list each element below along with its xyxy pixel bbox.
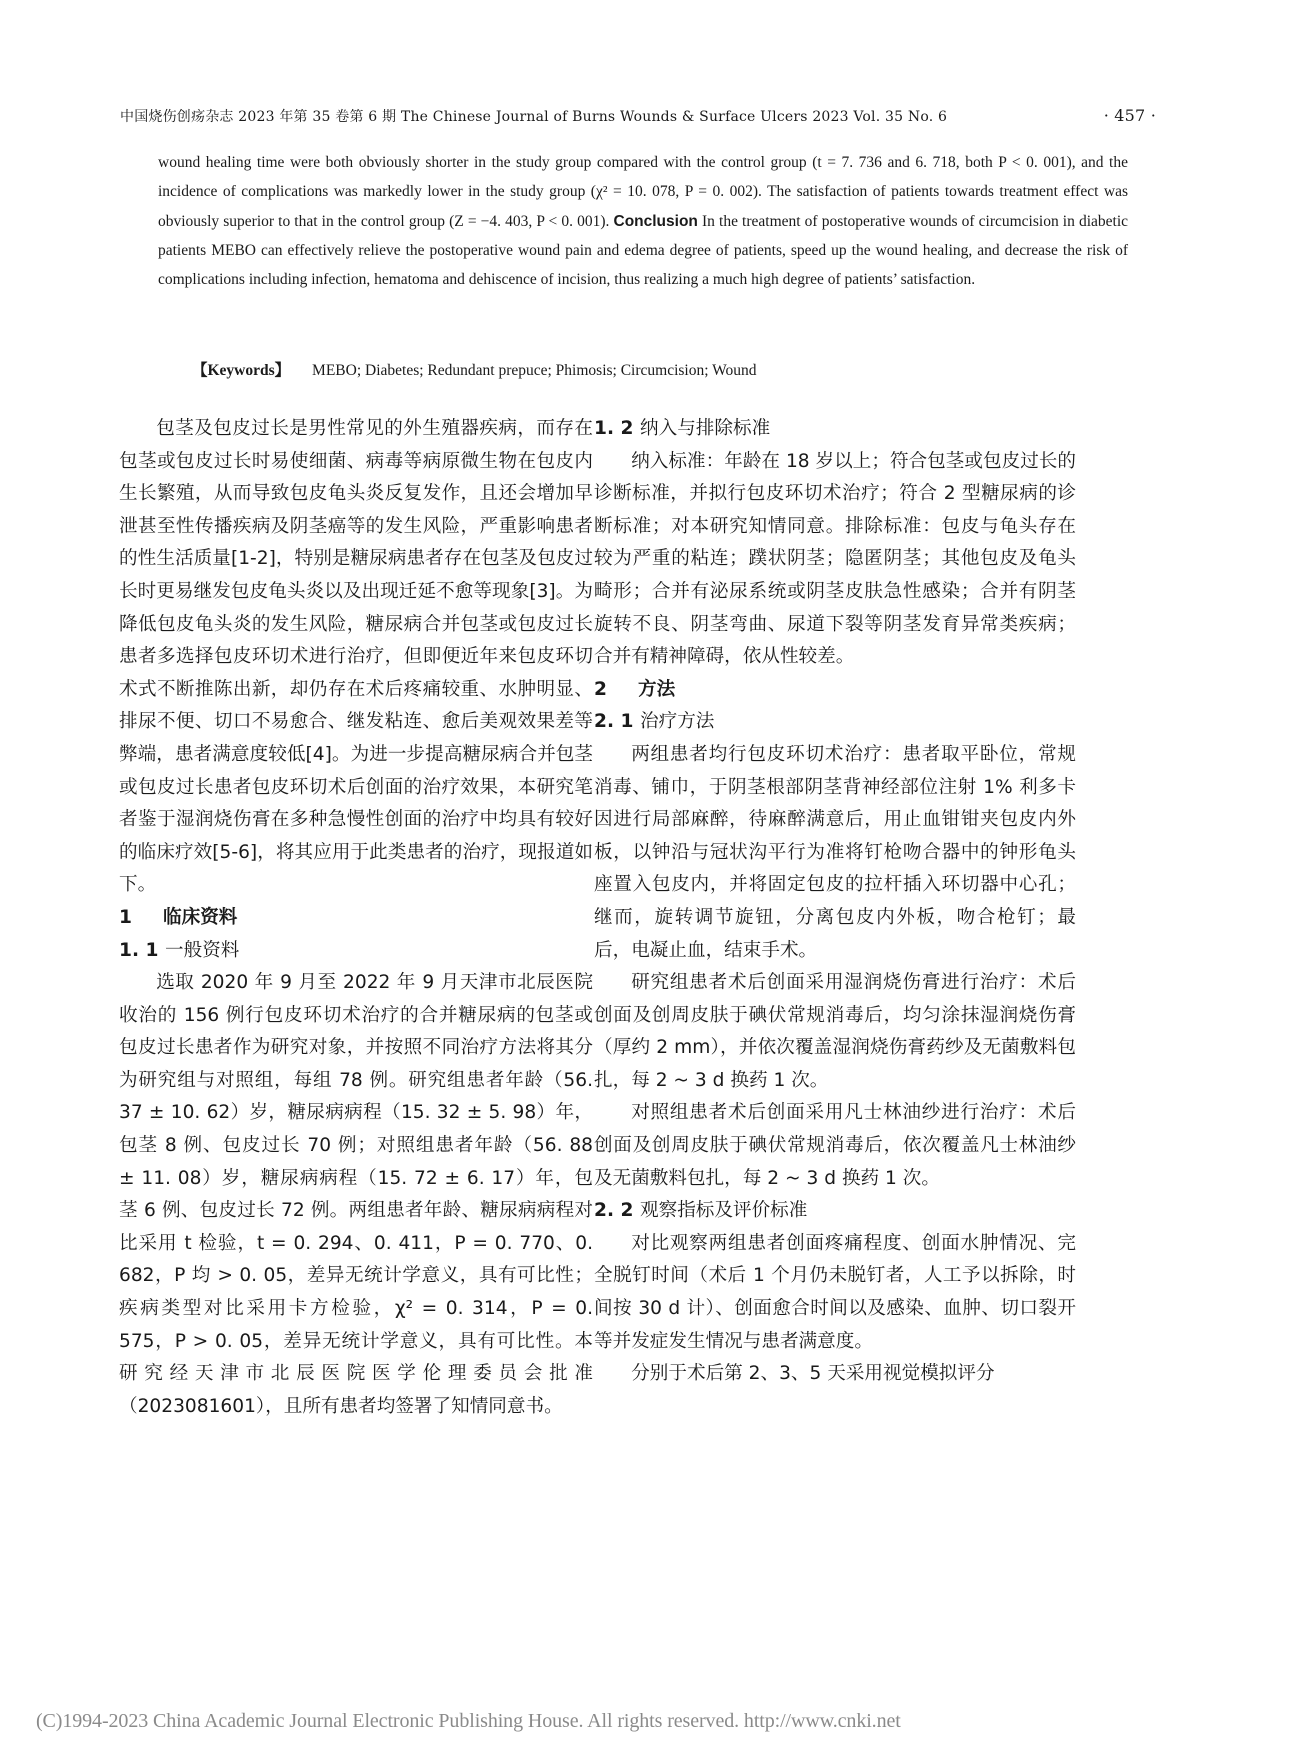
keywords-line xyxy=(192,358,1092,380)
surgery-method-paragraph: 两组患者均行包皮环切术治疗：患者取平卧位，常规消毒、铺巾，于阴茎根部阴茎背神经部位注射 1% 利多卡因进行局部麻醉，待麻醉满意后，用止血钳钳夹包皮内外板，以钟沿与冠状沟平行为准将钉枪吻合器中的钟形龟头座置入包皮内，并将固定包皮的拉杆插入环切器中心孔；继而，旋转调节旋钮，分离包皮内外板，吻合枪钉；最后，电凝止血，结束手术。 xyxy=(594,743,1076,961)
subsection-number: 2. 2 xyxy=(594,1200,634,1222)
keywords-label: 【Keywords】 xyxy=(192,362,291,379)
criteria-paragraph: 纳入标准：年龄在 18 岁以上；符合包茎或包皮过长的诊断标准，并拟行包皮环切术治疗；符合 2 型糖尿病的诊断标准；对本研究知情同意。排除标准：包皮与龟头存在较为严重的粘连；蹼状阴茎；隐匿阴茎；其他包皮及龟头畸形；合并有泌尿系统或阴茎皮肤急性感染；合并有阴茎旋转不良、阴茎弯曲、尿道下裂等阴茎发育异常类疾病；合并有精神障碍，依从性较差。 xyxy=(594,450,1076,668)
abstract-results-text: wound healing time were both obviously shorter in the study group compared with the control group (t = 7. 736 and 6. 718, both P < 0. 001), and the incidence of complications was markedly lower in the study group (χ² = 10. 078, P = 0. 002). The satisfaction of patients towards treatment effect was obviously superior to that in the control group (Z = −4. 403, P < 0. 001). xyxy=(158,154,1128,230)
section-number: 1 xyxy=(119,906,132,928)
left-column xyxy=(119,413,593,1423)
subsection-title: 治疗方法 xyxy=(640,711,715,733)
subsection-number: 2. 1 xyxy=(594,711,634,733)
subsection-heading-2-1 xyxy=(594,706,1076,739)
subsection-title: 纳入与排除标准 xyxy=(640,418,771,439)
running-header xyxy=(120,106,1156,126)
study-group-paragraph: 研究组患者术后创面采用湿润烧伤膏进行治疗：术后创面及创周皮肤于碘伏常规消毒后，均匀涂抹湿润烧伤膏（厚约 2 mm），并依次覆盖湿润烧伤膏药纱及无菌敷料包扎，每 2 ~ 3 d 换药 1 次。 xyxy=(594,972,1076,1091)
journal-citation: 中国烧伤创疡杂志 2023 年第 35 卷第 6 期 The Chinese Journal of Burns Wounds & Surface Ulcers 2023 Vol. 35 No. 6 xyxy=(120,109,948,125)
control-group-paragraph: 对照组患者术后创面采用凡士林油纱进行治疗：术后创面及创周皮肤于碘伏常规消毒后，依次覆盖凡士林油纱及无菌敷料包扎，每 2 ~ 3 d 换药 1 次。 xyxy=(594,1102,1076,1189)
section-heading-2 xyxy=(594,674,1076,707)
subsection-heading-1-2 xyxy=(594,413,1076,446)
vas-paragraph: 分别于术后第 2、3、5 天采用视觉模拟评分 xyxy=(631,1363,995,1385)
page-number: · 457 · xyxy=(1103,106,1156,125)
subsection-title: 观察指标及评价标准 xyxy=(640,1200,808,1222)
indicators-paragraph: 对比观察两组患者创面疼痛程度、创面水肿情况、完全脱钉时间（术后 1 个月仍未脱钉者，人工予以拆除，时间按 30 d 计）、创面愈合时间以及感染、血肿、切口裂开等并发症发生情况与患者满意度。 xyxy=(594,1232,1076,1352)
subsection-number: 1. 2 xyxy=(594,418,634,439)
general-data-paragraph: 选取 2020 年 9 月至 2022 年 9 月天津市北辰医院收治的 156 例行包皮环切术治疗的合并糖尿病的包茎或包皮过长患者作为研究对象，并按照不同治疗方法将其分为研究组与对照组，每组 78 例。研究组患者年龄（56. 37 ± 10. 62）岁，糖尿病病程（15. 32 ± 5. 98）年，包茎 8 例、包皮过长 70 例；对照组患者年龄（56. 88 ± 11. 08）岁，糖尿病病程（15. 72 ± 6. 17）年，包茎 6 例、包皮过长 72 例。两组患者年龄、糖尿病病程对比采用 t 检验，t = 0. 294、0. 411，P = 0. 770、0. 682，P 均 > 0. 05，差异无统计学意义，具有可比性；疾病类型对比采用卡方检验，χ² = 0. 314，P = 0. 575，P > 0. 05，差异无统计学意义，具有可比性。本研究经天津市北辰医院医学伦理委员会批准（2023081601），且所有患者均签署了知情同意书。 xyxy=(119,972,593,1417)
subsection-heading-1-1 xyxy=(119,935,593,968)
abstract-conclusion-text: In the treatment of postoperative wounds of circumcision in diabetic patients MEBO can effectively relieve the postoperative wound pain and edema degree of patients, speed up the wound healing, and decrease the risk of complications including infection, hematoma and dehiscence of incision, thus realizing a much high degree of patients’ satisfaction. xyxy=(158,212,1129,289)
right-column xyxy=(594,413,1076,1391)
english-abstract xyxy=(158,148,1128,294)
section-title: 方法 xyxy=(638,678,676,700)
copyright-footer: (C)1994-2023 China Academic Journal Electronic Publishing House. All rights reserved. http://www.cnki.net xyxy=(36,1710,901,1732)
intro-paragraph: 包茎及包皮过长是男性常见的外生殖器疾病，而存在包茎或包皮过长时易使细菌、病毒等病原微生物在包皮内生长繁殖，从而导致包皮龟头炎反复发作，且还会增加早泄甚至性传播疾病及阴茎癌等的发生风险，严重影响患者的性生活质量[1-2]，特别是糖尿病患者存在包茎及包皮过长时更易继发包皮龟头炎以及出现迁延不愈等现象[3]。为降低包皮龟头炎的发生风险，糖尿病合并包茎或包皮过长患者多选择包皮环切术进行治疗，但即便近年来包皮环切术式不断推陈出新，却仍存在术后疼痛较重、水肿明显、排尿不便、切口不易愈合、继发粘连、愈后美观效果差等弊端，患者满意度较低[4]。为进一步提高糖尿病合并包茎或包皮过长患者包皮环切术后创面的治疗效果，本研究笔者鉴于湿润烧伤膏在多种急慢性创面的治疗中均具有较好的临床疗效[5-6]，将其应用于此类患者的治疗，现报道如下。 xyxy=(119,418,593,896)
keywords-list: MEBO; Diabetes; Redundant prepuce; Phimosis; Circumcision; Wound xyxy=(312,362,757,379)
conclusion-label: Conclusion xyxy=(613,212,698,230)
subsection-number: 1. 1 xyxy=(119,939,159,961)
section-number: 2 xyxy=(594,678,607,700)
subsection-title: 一般资料 xyxy=(165,939,240,961)
section-title: 临床资料 xyxy=(163,906,238,928)
abstract-paragraph xyxy=(158,148,1128,294)
subsection-heading-2-2 xyxy=(594,1195,1076,1228)
section-heading-1 xyxy=(119,902,593,935)
